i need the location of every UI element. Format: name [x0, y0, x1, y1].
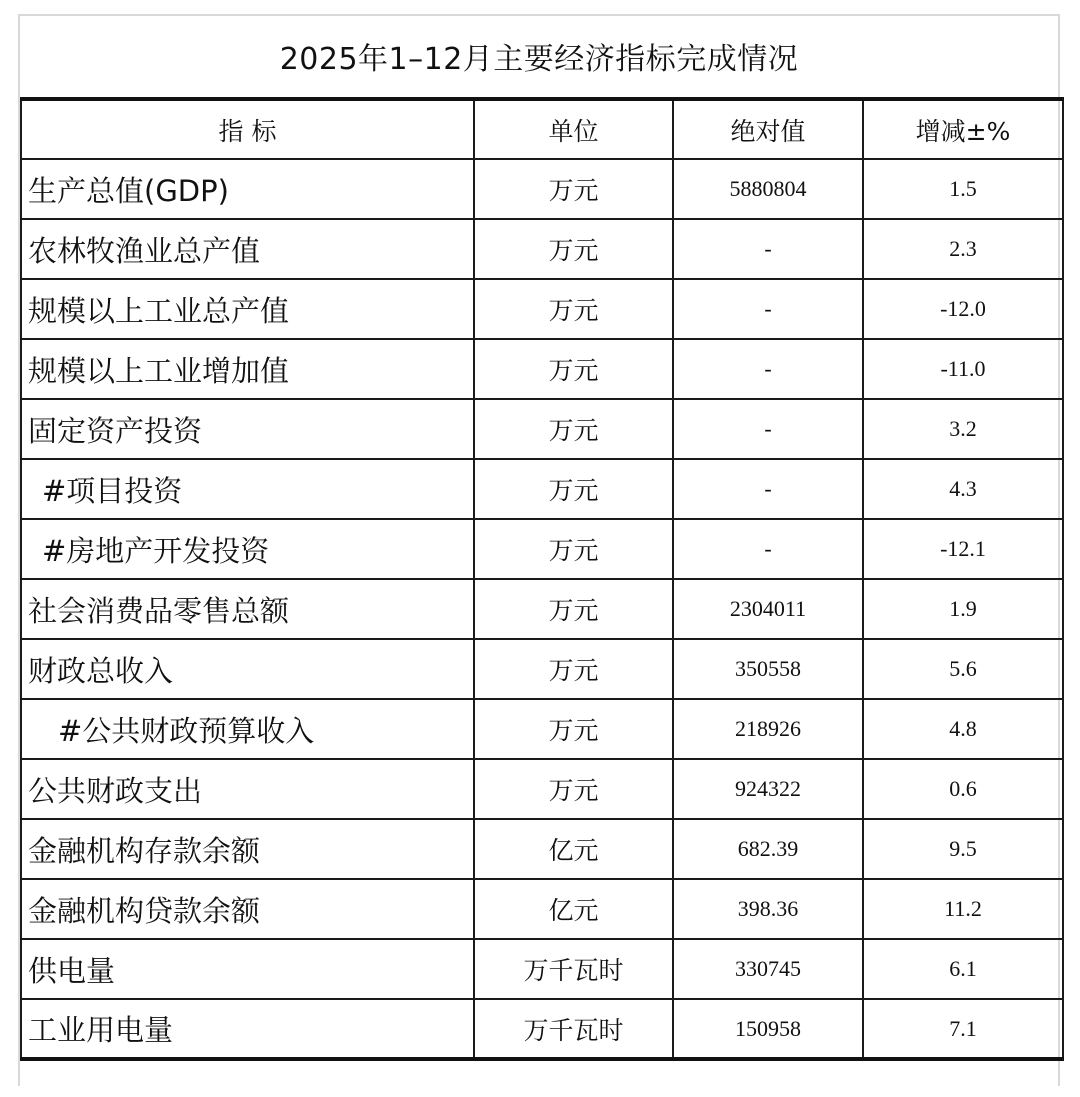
absolute-value-cell: 218926	[673, 699, 863, 759]
change-percent-cell: 4.3	[863, 459, 1063, 519]
absolute-value-cell: 350558	[673, 639, 863, 699]
table-row	[21, 459, 1063, 519]
table-row	[21, 999, 1063, 1059]
unit-cell: 万元	[474, 759, 673, 819]
indicator-name: #项目投资	[42, 473, 183, 508]
table-row	[21, 699, 1063, 759]
change-percent-cell: -12.1	[863, 519, 1063, 579]
change-percent-cell: 7.1	[863, 999, 1063, 1059]
unit-cell: 万元	[474, 519, 673, 579]
unit-cell: 万元	[474, 399, 673, 459]
absolute-value-cell: 5880804	[673, 159, 863, 219]
indicator-name: 工业用电量	[28, 1013, 174, 1047]
absolute-value-cell: -	[673, 339, 863, 399]
indicator-name: 公共财政支出	[28, 773, 203, 808]
table-row	[21, 159, 1063, 219]
table-row	[21, 399, 1063, 459]
absolute-value-cell: 330745	[673, 939, 863, 999]
indicator-name: 固定资产投资	[28, 413, 203, 448]
unit-cell: 万千瓦时	[474, 939, 673, 999]
header-indicator: 指 标	[21, 99, 474, 159]
change-percent-cell: 4.8	[863, 699, 1063, 759]
absolute-value-cell: 924322	[673, 759, 863, 819]
indicator-name-cell	[21, 519, 474, 579]
indicator-name-cell	[21, 279, 474, 339]
absolute-value-cell: 150958	[673, 999, 863, 1059]
header-change: 增减±%	[863, 99, 1063, 159]
indicator-name: 生产总值(GDP)	[28, 173, 229, 208]
table-row	[21, 219, 1063, 279]
indicator-name-cell	[21, 459, 474, 519]
indicator-name: 规模以上工业总产值	[28, 293, 290, 328]
table-row	[21, 579, 1063, 639]
indicator-name: #房地产开发投资	[42, 533, 270, 568]
table-row	[21, 759, 1063, 819]
unit-cell: 万元	[474, 639, 673, 699]
unit-cell: 亿元	[474, 879, 673, 939]
indicator-name-cell	[21, 579, 474, 639]
absolute-value-cell: 398.36	[673, 879, 863, 939]
table-body	[21, 159, 1063, 1059]
change-percent-cell: -11.0	[863, 339, 1063, 399]
change-percent-cell: 9.5	[863, 819, 1063, 879]
table-row	[21, 279, 1063, 339]
absolute-value-cell: 682.39	[673, 819, 863, 879]
table-row	[21, 639, 1063, 699]
change-percent-cell: 11.2	[863, 879, 1063, 939]
report-sheet	[18, 14, 1060, 1086]
change-percent-cell: 1.9	[863, 579, 1063, 639]
table-row	[21, 939, 1063, 999]
indicator-name-cell	[21, 939, 474, 999]
indicator-name-cell	[21, 759, 474, 819]
absolute-value-cell: -	[673, 459, 863, 519]
indicator-name-cell	[21, 159, 474, 219]
unit-cell: 万元	[474, 699, 673, 759]
absolute-value-cell: -	[673, 519, 863, 579]
table-row	[21, 819, 1063, 879]
unit-cell: 万元	[474, 339, 673, 399]
absolute-value-cell: -	[673, 219, 863, 279]
change-percent-cell: -12.0	[863, 279, 1063, 339]
table-row	[21, 339, 1063, 399]
change-percent-cell: 3.2	[863, 399, 1063, 459]
table-row	[21, 879, 1063, 939]
header-value: 绝对值	[673, 99, 863, 159]
change-percent-cell: 2.3	[863, 219, 1063, 279]
indicator-name-cell	[21, 699, 474, 759]
indicator-name-cell	[21, 879, 474, 939]
report-title: 2025年1–12月主要经济指标完成情况	[279, 42, 799, 77]
change-percent-cell: 5.6	[863, 639, 1063, 699]
indicator-name: 规模以上工业增加值	[28, 353, 290, 388]
unit-cell: 万元	[474, 159, 673, 219]
header-unit: 单位	[474, 99, 673, 159]
indicator-name: #公共财政预算收入	[58, 713, 315, 748]
indicator-name: 社会消费品零售总额	[28, 593, 290, 628]
absolute-value-cell: 2304011	[673, 579, 863, 639]
indicator-table	[20, 97, 1064, 1061]
unit-cell: 亿元	[474, 819, 673, 879]
unit-cell: 万元	[474, 579, 673, 639]
unit-cell: 万元	[474, 459, 673, 519]
indicator-name-cell	[21, 339, 474, 399]
indicator-name-cell	[21, 999, 474, 1059]
indicator-name: 金融机构存款余额	[28, 833, 261, 868]
indicator-name: 农林牧渔业总产值	[28, 233, 261, 268]
indicator-name-cell	[21, 819, 474, 879]
header-row	[21, 99, 1063, 159]
absolute-value-cell: -	[673, 279, 863, 339]
absolute-value-cell: -	[673, 399, 863, 459]
change-percent-cell: 6.1	[863, 939, 1063, 999]
indicator-name: 金融机构贷款余额	[28, 893, 261, 928]
indicator-name: 供电量	[28, 953, 116, 988]
table-row	[21, 519, 1063, 579]
unit-cell: 万元	[474, 219, 673, 279]
change-percent-cell: 1.5	[863, 159, 1063, 219]
change-percent-cell: 0.6	[863, 759, 1063, 819]
indicator-name-cell	[21, 639, 474, 699]
indicator-name: 财政总收入	[28, 653, 174, 688]
unit-cell: 万元	[474, 279, 673, 339]
indicator-name-cell	[21, 219, 474, 279]
indicator-name-cell	[21, 399, 474, 459]
unit-cell: 万千瓦时	[474, 999, 673, 1059]
